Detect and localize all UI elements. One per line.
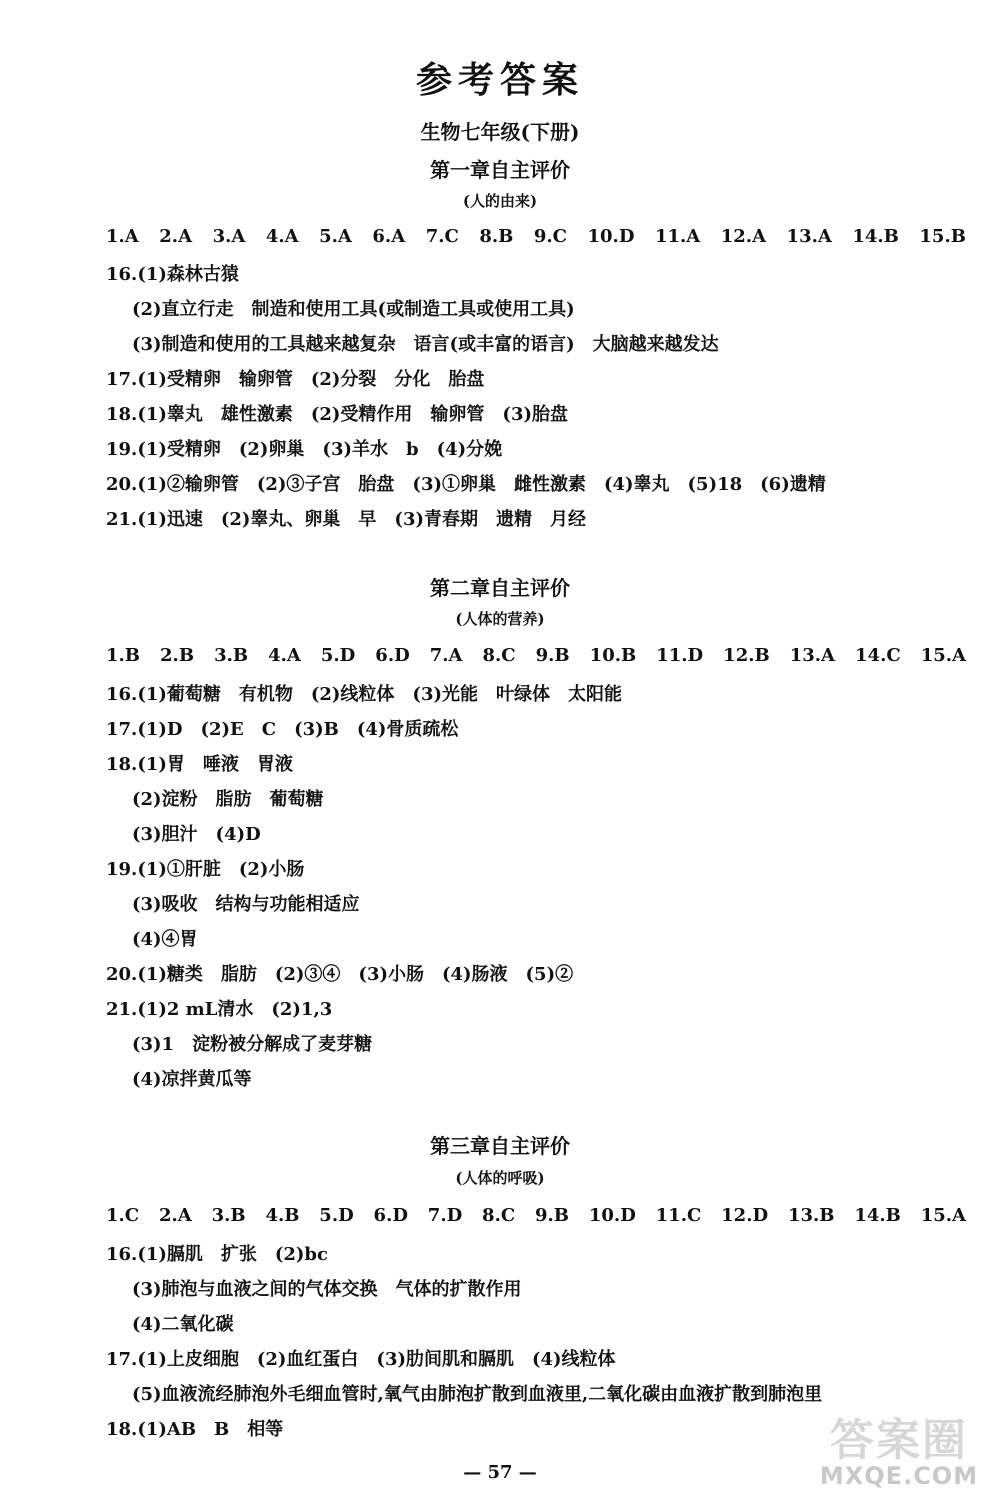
choice-answer: 5.D bbox=[320, 645, 356, 666]
choice-answer: 6.D bbox=[375, 645, 410, 666]
chapter-2-title: 第二章自主评价 bbox=[430, 576, 570, 600]
answer-line: (4)凉拌黄瓜等 bbox=[132, 1069, 252, 1090]
watermark-text: 答案圈 bbox=[830, 1415, 968, 1466]
choice-answer: 3.B bbox=[214, 645, 249, 666]
answer-line: 17.(1)上皮细胞 (2)血红蛋白 (3)肋间肌和膈肌 (4)线粒体 bbox=[106, 1349, 616, 1370]
answer-line: 16.(1)膈肌 扩张 (2)bc bbox=[106, 1244, 328, 1265]
watermark-url: MXQE.COM bbox=[819, 1462, 979, 1490]
answer-line: (2)淀粉 脂肪 葡萄糖 bbox=[132, 789, 324, 810]
answer-line: 18.(1)AB B 相等 bbox=[106, 1419, 284, 1440]
answer-line: 19.(1)受精卵 (2)卵巢 (3)羊水 b (4)分娩 bbox=[106, 439, 503, 460]
answer-line: (3)胆汁 (4)D bbox=[132, 824, 261, 845]
chapter-3-choice-answers bbox=[106, 1205, 966, 1226]
choice-answer: 3.A bbox=[212, 226, 246, 247]
choice-answer: 4.A bbox=[268, 645, 301, 666]
page-number: — 57 — bbox=[463, 1462, 537, 1483]
choice-answer: 3.B bbox=[211, 1205, 246, 1226]
choice-answer: 1.A bbox=[106, 226, 139, 247]
choice-answer: 1.C bbox=[106, 1205, 140, 1226]
answer-line: 21.(1)2 mL清水 (2)1,3 bbox=[106, 999, 333, 1020]
page-title: 参考答案 bbox=[415, 59, 584, 101]
choice-answer: 7.D bbox=[427, 1205, 463, 1226]
answer-line: 21.(1)迅速 (2)睾丸、卵巢 早 (3)青春期 遗精 月经 bbox=[106, 509, 586, 530]
chapter-2-choice-answers bbox=[106, 645, 966, 666]
choice-answer: 10.D bbox=[587, 226, 635, 247]
chapter-2-subtitle: (人体的营养) bbox=[455, 610, 545, 628]
choice-answer: 13.A bbox=[786, 226, 832, 247]
chapter-1-subtitle: (人的由来) bbox=[462, 192, 538, 210]
answer-line: 20.(1)糖类 脂肪 (2)③④ (3)小肠 (4)肠液 (5)② bbox=[106, 964, 574, 985]
choice-answer: 11.C bbox=[655, 1205, 702, 1226]
answer-line: (5)血液流经肺泡外毛细血管时,氧气由肺泡扩散到血液里,二氧化碳由血液扩散到肺泡里 bbox=[132, 1384, 823, 1405]
choice-answer: 5.D bbox=[319, 1205, 354, 1226]
choice-answer: 4.A bbox=[265, 226, 299, 247]
choice-answer: 11.A bbox=[654, 226, 701, 247]
answer-line: (2)直立行走 制造和使用工具(或制造工具或使用工具) bbox=[132, 299, 575, 320]
choice-answer: 1.B bbox=[106, 645, 141, 666]
choice-answer: 2.A bbox=[159, 226, 193, 247]
answer-line: (4)二氧化碳 bbox=[132, 1314, 234, 1335]
page-subtitle: 生物七年级(下册) bbox=[420, 120, 580, 144]
choice-answer: 15.A bbox=[920, 1205, 966, 1226]
chapter-1-title: 第一章自主评价 bbox=[430, 158, 570, 182]
choice-answer: 10.D bbox=[588, 1205, 636, 1226]
choice-answer: 7.C bbox=[425, 226, 459, 247]
choice-answer: 7.A bbox=[429, 645, 463, 666]
choice-answer: 14.B bbox=[854, 1205, 901, 1226]
choice-answer: 6.A bbox=[372, 226, 406, 247]
choice-answer: 8.C bbox=[482, 645, 516, 666]
choice-answer: 15.B bbox=[919, 226, 966, 247]
choice-answer: 8.B bbox=[479, 226, 514, 247]
chapter-1-choice-answers bbox=[106, 226, 966, 247]
answer-line: (3)肺泡与血液之间的气体交换 气体的扩散作用 bbox=[132, 1279, 522, 1300]
choice-answer: 2.B bbox=[160, 645, 195, 666]
choice-answer: 5.A bbox=[319, 226, 352, 247]
choice-answer: 15.A bbox=[920, 645, 966, 666]
choice-answer: 9.B bbox=[535, 645, 570, 666]
choice-answer: 12.A bbox=[720, 226, 767, 247]
answer-line: (3)制造和使用的工具越来越复杂 语言(或丰富的语言) 大脑越来越发达 bbox=[132, 334, 719, 355]
answer-line: (3)吸收 结构与功能相适应 bbox=[132, 894, 360, 915]
choice-answer: 12.B bbox=[723, 645, 770, 666]
answer-line: 19.(1)①肝脏 (2)小肠 bbox=[106, 859, 305, 880]
answer-line: 18.(1)胃 唾液 胃液 bbox=[106, 754, 293, 775]
answer-line: (4)④胃 bbox=[132, 929, 198, 950]
choice-answer: 2.A bbox=[158, 1205, 192, 1226]
choice-answer: 9.C bbox=[533, 226, 567, 247]
choice-answer: 13.B bbox=[787, 1205, 835, 1226]
answer-line: 17.(1)受精卵 输卵管 (2)分裂 分化 胎盘 bbox=[106, 369, 485, 390]
choice-answer: 9.B bbox=[535, 1205, 570, 1226]
choice-answer: 12.D bbox=[721, 1205, 769, 1226]
answer-line: 16.(1)森林古猿 bbox=[106, 264, 239, 285]
watermark-logo bbox=[806, 1404, 992, 1494]
answer-line: 20.(1)②输卵管 (2)③子宫 胎盘 (3)①卵巢 雌性激素 (4)睾丸 (5)18 (6)遗精 bbox=[106, 474, 826, 495]
answer-line: 18.(1)睾丸 雄性激素 (2)受精作用 输卵管 (3)胎盘 bbox=[106, 404, 568, 425]
choice-answer: 8.C bbox=[482, 1205, 516, 1226]
choice-answer: 14.C bbox=[855, 645, 901, 666]
choice-answer: 10.B bbox=[589, 645, 637, 666]
chapter-3-subtitle: (人体的呼吸) bbox=[455, 1169, 545, 1187]
choice-answer: 13.A bbox=[789, 645, 835, 666]
answer-line: 17.(1)D (2)E C (3)B (4)骨质疏松 bbox=[106, 719, 459, 740]
choice-answer: 4.B bbox=[265, 1205, 300, 1226]
answer-line: (3)1 淀粉被分解成了麦芽糖 bbox=[132, 1034, 373, 1055]
choice-answer: 11.D bbox=[656, 645, 704, 666]
choice-answer: 6.D bbox=[373, 1205, 408, 1226]
answer-line: 16.(1)葡萄糖 有机物 (2)线粒体 (3)光能 叶绿体 太阳能 bbox=[106, 684, 622, 705]
choice-answer: 14.B bbox=[852, 226, 899, 247]
chapter-3-title: 第三章自主评价 bbox=[430, 1134, 570, 1158]
